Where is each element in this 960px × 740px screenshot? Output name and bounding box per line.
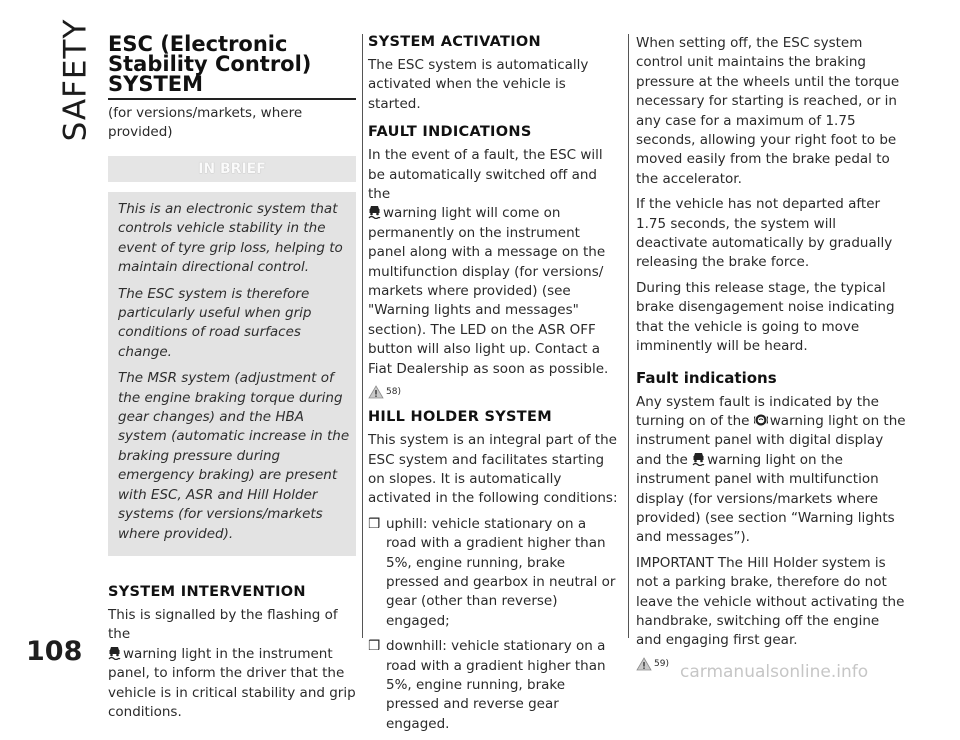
intervention-paragraph: This is signalled by the flashing of the warning light in the instrument panel, to inform the driver that the vehicle is in critical stability and grip conditions. [108, 606, 356, 720]
in-brief-box [108, 192, 356, 556]
brief-paragraph: The MSR system (adjustment of the engine braking torque during gear changes) and the HBA system (automatic increase in the braking pressure during emergency braking) are present with ESC, ASR and Hill Holder systems (for versions/markets where provided). [118, 370, 350, 542]
section-title: ESC (Electronic Stability Control) SYSTEM [108, 32, 312, 96]
brief-paragraph: This is an electronic system that controls vehicle stability in the event of tyre grip loss, helping to maintain directional control. [118, 201, 343, 276]
paragraph: If the vehicle has not departed after 1.75 seconds, the system will deactivate automatically by gradually releasing the brake force. [636, 196, 893, 271]
brake-system-warning-icon [754, 413, 768, 427]
activation-heading: SYSTEM ACTIVATION [368, 34, 541, 50]
fault-paragraph: In the event of a fault, the ESC will be automatically switched off and the warning light will come on permanently on the instrument panel along with a message on the multifunction display (for versions/ markets where provided) (see "Warning lights and messages" section). The LED on the ASR OFF button will also light up. Contact a Fiat Dealership as soon as possible. [368, 147, 609, 377]
warning-triangle-icon [368, 385, 384, 399]
hill-holder-paragraph: This system is an integral part of the ESC system and facilitates starting on slopes. It is automatically activated in the following conditions: [368, 432, 618, 507]
fault-indications-paragraph: Any system fault is indicated by the turning on of the warning light on the instrument panel with digital display and the warning light on the instrument panel with multifunction display (for versions/markets where provided) (see section “Warning lights and messages”). [636, 393, 906, 546]
column-3 [636, 34, 908, 681]
esc-warning-light-icon [108, 646, 121, 660]
page-number: 108 [26, 636, 83, 667]
esc-warning-light-icon [368, 205, 381, 219]
watermark: carmanualsonline.info [680, 662, 869, 682]
esc-warning-light-icon [692, 452, 705, 466]
section-subtitle: (for versions/markets, where provided) [108, 105, 303, 140]
important-paragraph: IMPORTANT The Hill Holder system is not a parking brake, therefore do not leave the vehicle without activating the handbrake, switching off the engine and engaging first gear. [636, 554, 905, 649]
warning-reference: 58) [368, 385, 620, 399]
section-side-label: SAFETY [57, 18, 94, 142]
column-divider-2 [628, 34, 629, 638]
column-1 [108, 34, 356, 728]
title-rule [108, 98, 356, 100]
column-divider-1 [362, 34, 363, 638]
warning-reference: 59) [636, 657, 908, 671]
in-brief-heading: IN BRIEF [108, 156, 356, 182]
warning-triangle-icon [636, 657, 652, 671]
activation-paragraph: The ESC system is automatically activated when the vehicle is started. [368, 57, 589, 112]
fault-indications-heading: Fault indications [636, 368, 777, 387]
brief-paragraph: The ESC system is therefore particularly useful when grip conditions of road surfaces change. [118, 285, 312, 360]
fault-heading: FAULT INDICATIONS [368, 124, 532, 141]
intervention-heading: SYSTEM INTERVENTION [108, 583, 306, 600]
list-item: ❒ downhill: vehicle stationary on a road with a gradient higher than 5%, engine running, brake pressed and reverse gear engaged. [368, 638, 606, 732]
hill-holder-heading: HILL HOLDER SYSTEM [368, 409, 552, 426]
paragraph: When setting off, the ESC system control unit maintains the braking pressure at the wheels until the torque necessary for starting is reached, or in any case for a maximum of 1.75 seconds, allowing your right foot to be moved easily from the brake pedal to the accelerator. [636, 35, 900, 187]
list-item: ❒ uphill: vehicle stationary on a road with a gradient higher than 5%, engine running, brake pressed and gearbox in neutral or gear (other than reverse) engaged; [368, 515, 616, 629]
column-2 [368, 34, 620, 740]
paragraph: During this release stage, the typical brake disengagement noise indicating that the vehicle is going to move imminently will be heard. [636, 279, 895, 355]
